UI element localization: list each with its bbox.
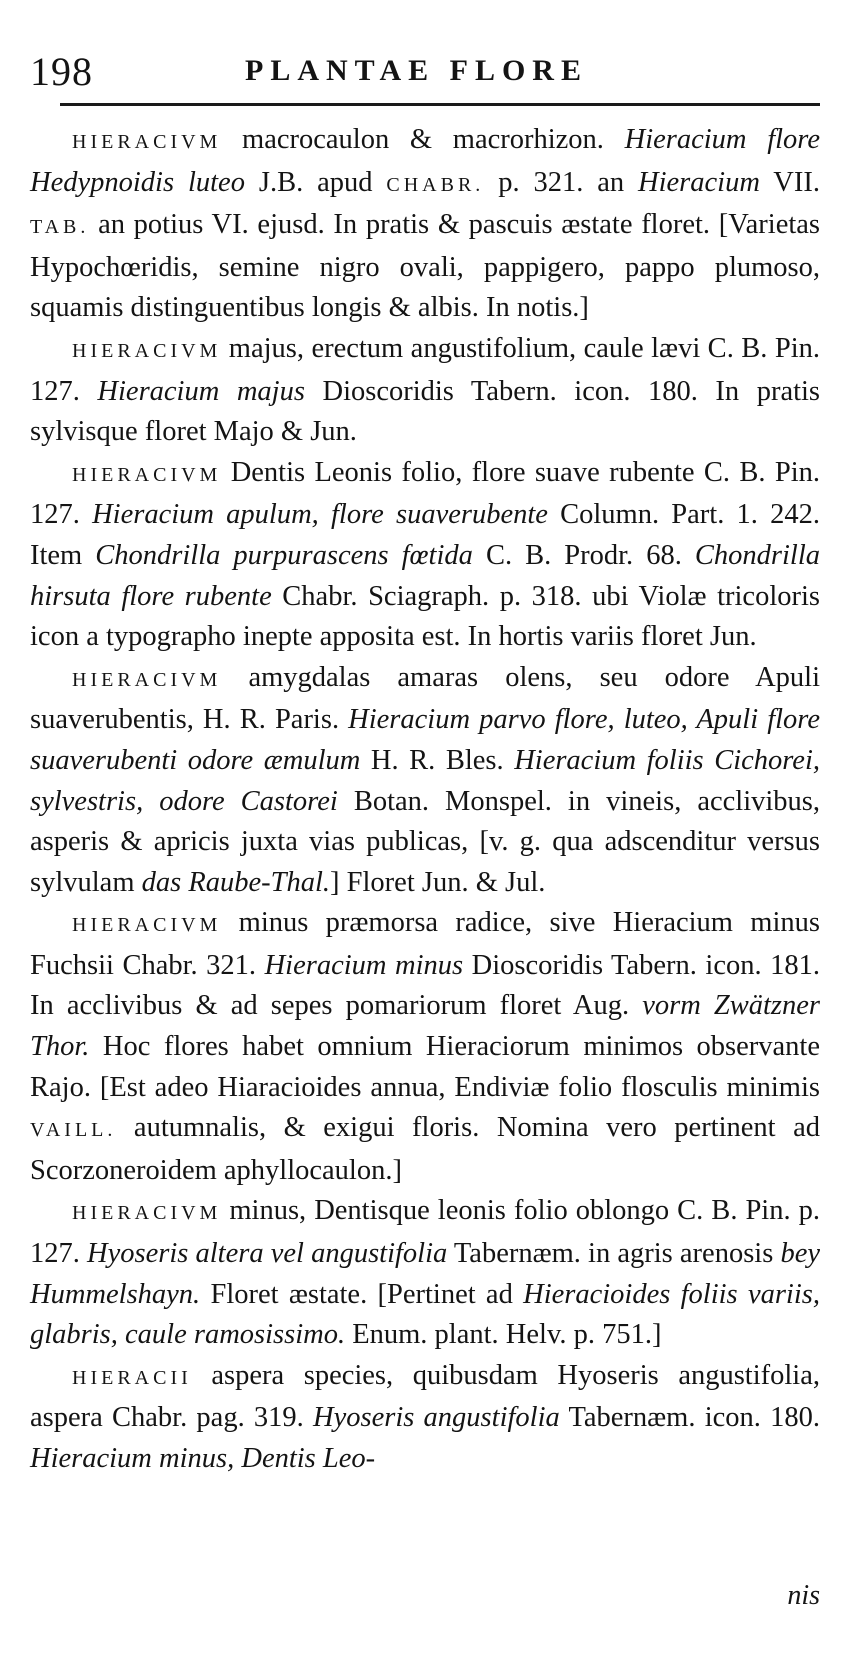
text-segment: J.B. apud [244, 166, 387, 198]
entry-heading: HIERACIVM [72, 463, 222, 486]
entry [30, 1191, 820, 1355]
italic-text: Hieracium apulum, flore suaverubente [92, 499, 548, 531]
italic-text: Hieracium majus [97, 375, 305, 407]
text-segment: autumnalis, & exigui floris. Nomina vero pertinent ad Scorzoneroidem aphyllocaulon.] [30, 1112, 820, 1186]
text-segment: Floret æstate. [Pertinet ad [200, 1278, 524, 1310]
text-segment: Chabr. Sciagraph. p. 318. ubi Violæ tricoloris icon a typographo inepte apposita est. In hortis variis floret Jun. [30, 580, 820, 653]
italic-text: Chondrilla purpurascens fœtida [95, 539, 473, 571]
italic-text: Hieracium flore Hedypnoidis luteo [30, 124, 820, 198]
text-segment: macrocaulon & macrorhizon. [242, 124, 625, 155]
entry [30, 453, 820, 658]
italic-text: das Raube-Thal. [141, 866, 331, 898]
entry-heading: HIERACII [72, 1366, 192, 1389]
text-segment: aspera species, quibusdam Hyoseris angustifolia, aspera Chabr. pag. 319. [30, 1359, 820, 1434]
smallcaps-text: VAILL. [30, 1119, 117, 1142]
entry-heading: HIERACIVM [72, 131, 222, 153]
text-segment: amygdalas amaras olens, seu odore Apuli suaverubentis, H. R. Paris. [30, 661, 820, 736]
text-segment: VII. [759, 166, 820, 198]
italic-text: Hyoseris angustifolia [313, 1402, 560, 1434]
page-header [30, 48, 820, 98]
running-head: PLANTAE FLORE [245, 54, 588, 87]
text-segment: H. R. Bles. [360, 744, 515, 776]
text-segment: minus, Dentisque leonis folio oblongo C. B. Pin. p. 127. [30, 1195, 820, 1270]
text-segment: majus, erectum angustifolium, caule lævi C. B. Pin. 127. [30, 332, 820, 407]
italic-text: Hieracioides foliis variis, glabris, caule ramosissimo. [30, 1278, 820, 1351]
entry [30, 658, 820, 904]
text-segment: ] Floret Jun. & Jul. [330, 866, 546, 898]
text-segment: Enum. plant. Helv. p. 751.] [345, 1319, 662, 1351]
italic-text: Hieracium minus [264, 949, 464, 981]
italic-text: Hieracium minus, Dentis Leo- [30, 1443, 376, 1474]
entry-heading: HIERACIVM [72, 914, 222, 937]
entry [30, 329, 820, 453]
body-text [30, 120, 820, 1480]
entry [30, 120, 820, 329]
entry-heading: HIERACIVM [72, 339, 222, 362]
text-segment: Tabernæm. in agris arenosis [447, 1238, 781, 1270]
italic-text: Hieracium parvo flore, luteo, Apuli flore suaverubenti odore æmulum [30, 704, 820, 776]
text-segment: Dioscoridis Tabern. icon. 181. In acclivibus & ad sepes pomariorum floret Aug. [30, 949, 821, 1022]
italic-text: Hieracium foliis Cichorei, sylvestris, odore Castorei [30, 744, 820, 817]
entry-heading: HIERACIVM [72, 1202, 222, 1225]
smallcaps-text: CHABR. [386, 173, 485, 196]
text-segment: minus præmorsa radice, sive Hieracium minus Fuchsii Chabr. 321. [30, 907, 820, 981]
text-segment: Dentis Leonis folio, flore suave rubente C. B. Pin. 127. [30, 456, 820, 531]
entry-heading: HIERACIVM [72, 668, 222, 691]
italic-text: vorm Zwätzner Thor. [30, 990, 820, 1063]
text-segment: C. B. Prodr. 68. [472, 539, 695, 571]
smallcaps-text: TAB. [30, 216, 90, 239]
italic-text: Hyoseris altera vel angustifolia [87, 1238, 448, 1270]
text-segment: Dioscoridis Tabern. icon. 180. In pratis sylvisque floret Majo & Jun. [30, 375, 821, 448]
entry [30, 903, 820, 1191]
italic-text: Chondrilla hirsuta flore rubente [30, 539, 820, 612]
italic-text: Hieracium [638, 166, 760, 198]
text-segment: Column. Part. 1. 242. Item [30, 499, 820, 571]
page-number: 198 [30, 49, 93, 94]
text-segment: Botan. Monspel. in vineis, acclivibus, asperis & apricis juxta vias publicas, [v. g. qua adscenditur versus sylvulam [30, 785, 821, 898]
header-rule [60, 103, 820, 106]
italic-text: bey Hummelshayn. [30, 1238, 820, 1310]
text-segment: Tabernæm. icon. 180. [559, 1402, 820, 1434]
text-segment: an potius VI. ejusd. In pratis & pascuis æstate floret. [Varietas Hypochœridis, semine nigro ovali, pappigero, pappo plumoso, squamis distinguentibus longis & albis. In notis.] [30, 209, 820, 324]
text-segment: p. 321. an [484, 166, 639, 198]
catchword: nis [787, 1580, 820, 1611]
text-segment: Hoc flores habet omnium Hieraciorum minimos observante Rajo. [Est adeo Hiaracioides annua, Endiviæ folio flosculis minimis [30, 1031, 820, 1103]
entry [30, 1356, 820, 1480]
